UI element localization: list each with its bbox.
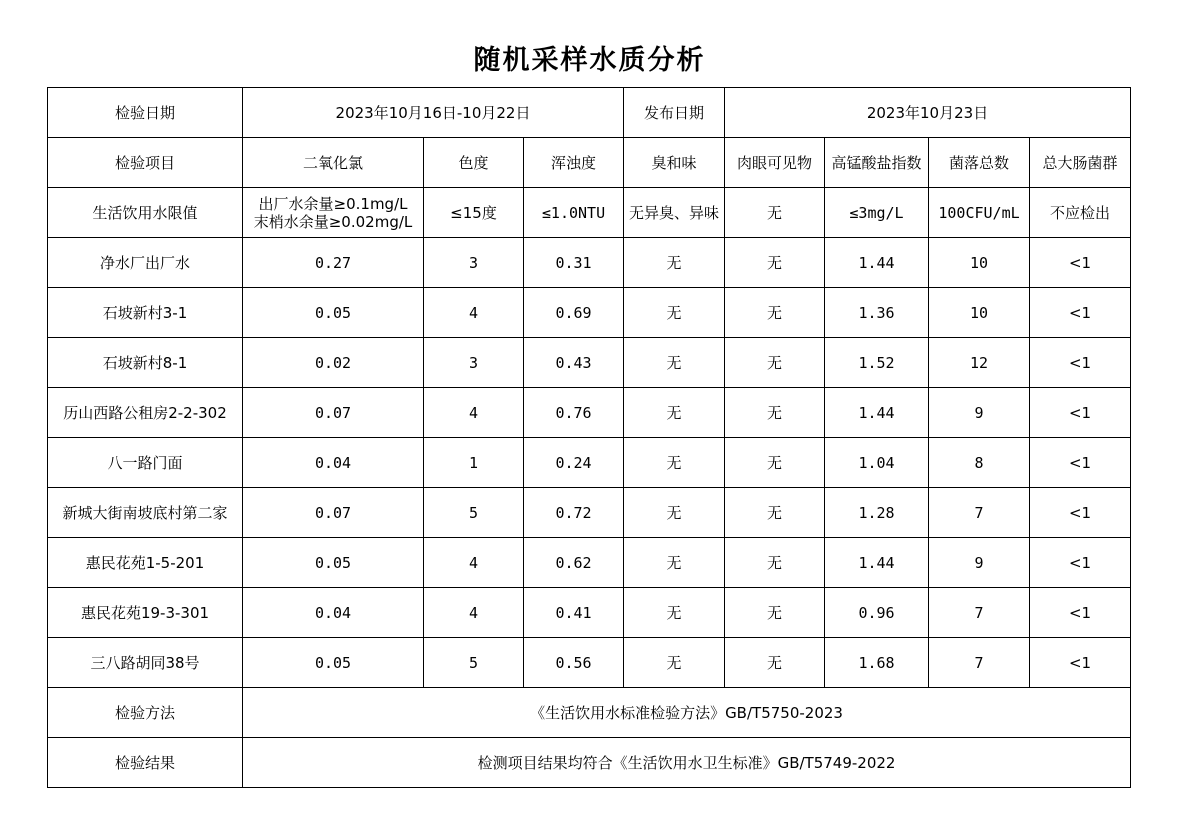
column-header-row <box>48 138 1131 188</box>
colony-value: 10 <box>929 238 1030 288</box>
permanganate-value: 1.44 <box>825 238 929 288</box>
visible-value: 无 <box>725 338 825 388</box>
color-value: 4 <box>424 588 524 638</box>
table-row <box>48 338 1131 388</box>
chlorine-value: 0.07 <box>243 488 424 538</box>
visible-value: 无 <box>725 588 825 638</box>
color-value: 4 <box>424 538 524 588</box>
chlorine-value: 0.05 <box>243 538 424 588</box>
data-rows <box>48 238 1131 688</box>
visible-value: 无 <box>725 488 825 538</box>
visible-value: 无 <box>725 538 825 588</box>
colony-value: 8 <box>929 438 1030 488</box>
colony-value: 9 <box>929 538 1030 588</box>
turbidity-value: 0.69 <box>524 288 624 338</box>
table-row <box>48 538 1131 588</box>
coliform-value: <1 <box>1030 488 1131 538</box>
chlorine-value: 0.27 <box>243 238 424 288</box>
test-date-value: 2023年10月16日-10月22日 <box>243 88 624 138</box>
visible-value: 无 <box>725 238 825 288</box>
visible-value: 无 <box>725 438 825 488</box>
result-row <box>48 738 1131 788</box>
table-row <box>48 488 1131 538</box>
coliform-value: <1 <box>1030 238 1131 288</box>
site-name: 惠民花苑19-3-301 <box>48 588 243 638</box>
publish-date-label: 发布日期 <box>624 88 725 138</box>
column-header-colony: 菌落总数 <box>929 138 1030 188</box>
coliform-value: <1 <box>1030 588 1131 638</box>
colony-value: 7 <box>929 588 1030 638</box>
coliform-value: <1 <box>1030 538 1131 588</box>
table-row <box>48 438 1131 488</box>
table-row <box>48 638 1131 688</box>
limit-color: ≤15度 <box>424 188 524 238</box>
odor-value: 无 <box>624 438 725 488</box>
coliform-value: <1 <box>1030 438 1131 488</box>
permanganate-value: 1.52 <box>825 338 929 388</box>
odor-value: 无 <box>624 488 725 538</box>
colony-value: 12 <box>929 338 1030 388</box>
chlorine-value: 0.07 <box>243 388 424 438</box>
coliform-value: <1 <box>1030 638 1131 688</box>
limits-label: 生活饮用水限值 <box>48 188 243 238</box>
limit-colony: 100CFU/mL <box>929 188 1030 238</box>
header-row <box>48 88 1131 138</box>
turbidity-value: 0.72 <box>524 488 624 538</box>
table-row <box>48 288 1131 338</box>
column-header-permanganate: 高锰酸盐指数 <box>825 138 929 188</box>
odor-value: 无 <box>624 588 725 638</box>
page-title: 随机采样水质分析 <box>473 45 706 76</box>
result-value: 检测项目结果均符合《生活饮用水卫生标准》GB/T5749-2022 <box>243 738 1131 788</box>
colony-value: 7 <box>929 488 1030 538</box>
result-label: 检验结果 <box>48 738 243 788</box>
coliform-value: <1 <box>1030 338 1131 388</box>
turbidity-value: 0.43 <box>524 338 624 388</box>
permanganate-value: 1.44 <box>825 538 929 588</box>
coliform-value: <1 <box>1030 388 1131 438</box>
color-value: 4 <box>424 388 524 438</box>
chlorine-value: 0.05 <box>243 638 424 688</box>
limit-chlorine-line1: 出厂水余量≥0.1mg/L <box>258 194 408 213</box>
visible-value: 无 <box>725 638 825 688</box>
chlorine-value: 0.04 <box>243 588 424 638</box>
color-value: 3 <box>424 238 524 288</box>
odor-value: 无 <box>624 238 725 288</box>
column-header-color: 色度 <box>424 138 524 188</box>
color-value: 1 <box>424 438 524 488</box>
visible-value: 无 <box>725 388 825 438</box>
method-label: 检验方法 <box>48 688 243 738</box>
test-date-label: 检验日期 <box>48 88 243 138</box>
site-name: 净水厂出厂水 <box>48 238 243 288</box>
chlorine-value: 0.04 <box>243 438 424 488</box>
column-header-item: 检验项目 <box>48 138 243 188</box>
table-row <box>48 388 1131 438</box>
color-value: 5 <box>424 488 524 538</box>
permanganate-value: 1.04 <box>825 438 929 488</box>
turbidity-value: 0.24 <box>524 438 624 488</box>
limit-chlorine-line2: 末梢水余量≥0.02mg/L <box>253 212 413 231</box>
permanganate-value: 1.44 <box>825 388 929 438</box>
site-name: 三八路胡同38号 <box>48 638 243 688</box>
limits-row <box>48 188 1131 238</box>
colony-value: 10 <box>929 288 1030 338</box>
limit-permanganate: ≤3mg/L <box>825 188 929 238</box>
site-name: 历山西路公租房2-2-302 <box>48 388 243 438</box>
turbidity-value: 0.56 <box>524 638 624 688</box>
colony-value: 7 <box>929 638 1030 688</box>
table-row <box>48 588 1131 638</box>
column-header-visible: 肉眼可见物 <box>725 138 825 188</box>
turbidity-value: 0.31 <box>524 238 624 288</box>
permanganate-value: 1.28 <box>825 488 929 538</box>
site-name: 八一路门面 <box>48 438 243 488</box>
turbidity-value: 0.62 <box>524 538 624 588</box>
colony-value: 9 <box>929 388 1030 438</box>
method-row <box>48 688 1131 738</box>
turbidity-value: 0.41 <box>524 588 624 638</box>
odor-value: 无 <box>624 538 725 588</box>
column-header-chlorine: 二氧化氯 <box>243 138 424 188</box>
site-name: 惠民花苑1-5-201 <box>48 538 243 588</box>
limit-turbidity: ≤1.0NTU <box>524 188 624 238</box>
limit-visible: 无 <box>725 188 825 238</box>
limit-coliform: 不应检出 <box>1030 188 1131 238</box>
site-name: 石坡新村8-1 <box>48 338 243 388</box>
column-header-turbidity: 浑浊度 <box>524 138 624 188</box>
visible-value: 无 <box>725 288 825 338</box>
odor-value: 无 <box>624 388 725 438</box>
column-header-odor: 臭和味 <box>624 138 725 188</box>
permanganate-value: 1.68 <box>825 638 929 688</box>
water-quality-table <box>47 87 1131 788</box>
color-value: 4 <box>424 288 524 338</box>
turbidity-value: 0.76 <box>524 388 624 438</box>
color-value: 3 <box>424 338 524 388</box>
color-value: 5 <box>424 638 524 688</box>
site-name: 新城大街南坡底村第二家 <box>48 488 243 538</box>
table-row <box>48 238 1131 288</box>
permanganate-value: 0.96 <box>825 588 929 638</box>
method-value: 《生活饮用水标准检验方法》GB/T5750-2023 <box>243 688 1131 738</box>
permanganate-value: 1.36 <box>825 288 929 338</box>
column-header-coliform: 总大肠菌群 <box>1030 138 1131 188</box>
chlorine-value: 0.02 <box>243 338 424 388</box>
limit-chlorine <box>243 188 424 238</box>
chlorine-value: 0.05 <box>243 288 424 338</box>
odor-value: 无 <box>624 288 725 338</box>
limit-odor: 无异臭、异味 <box>624 188 725 238</box>
odor-value: 无 <box>624 338 725 388</box>
coliform-value: <1 <box>1030 288 1131 338</box>
odor-value: 无 <box>624 638 725 688</box>
site-name: 石坡新村3-1 <box>48 288 243 338</box>
publish-date-value: 2023年10月23日 <box>725 88 1131 138</box>
